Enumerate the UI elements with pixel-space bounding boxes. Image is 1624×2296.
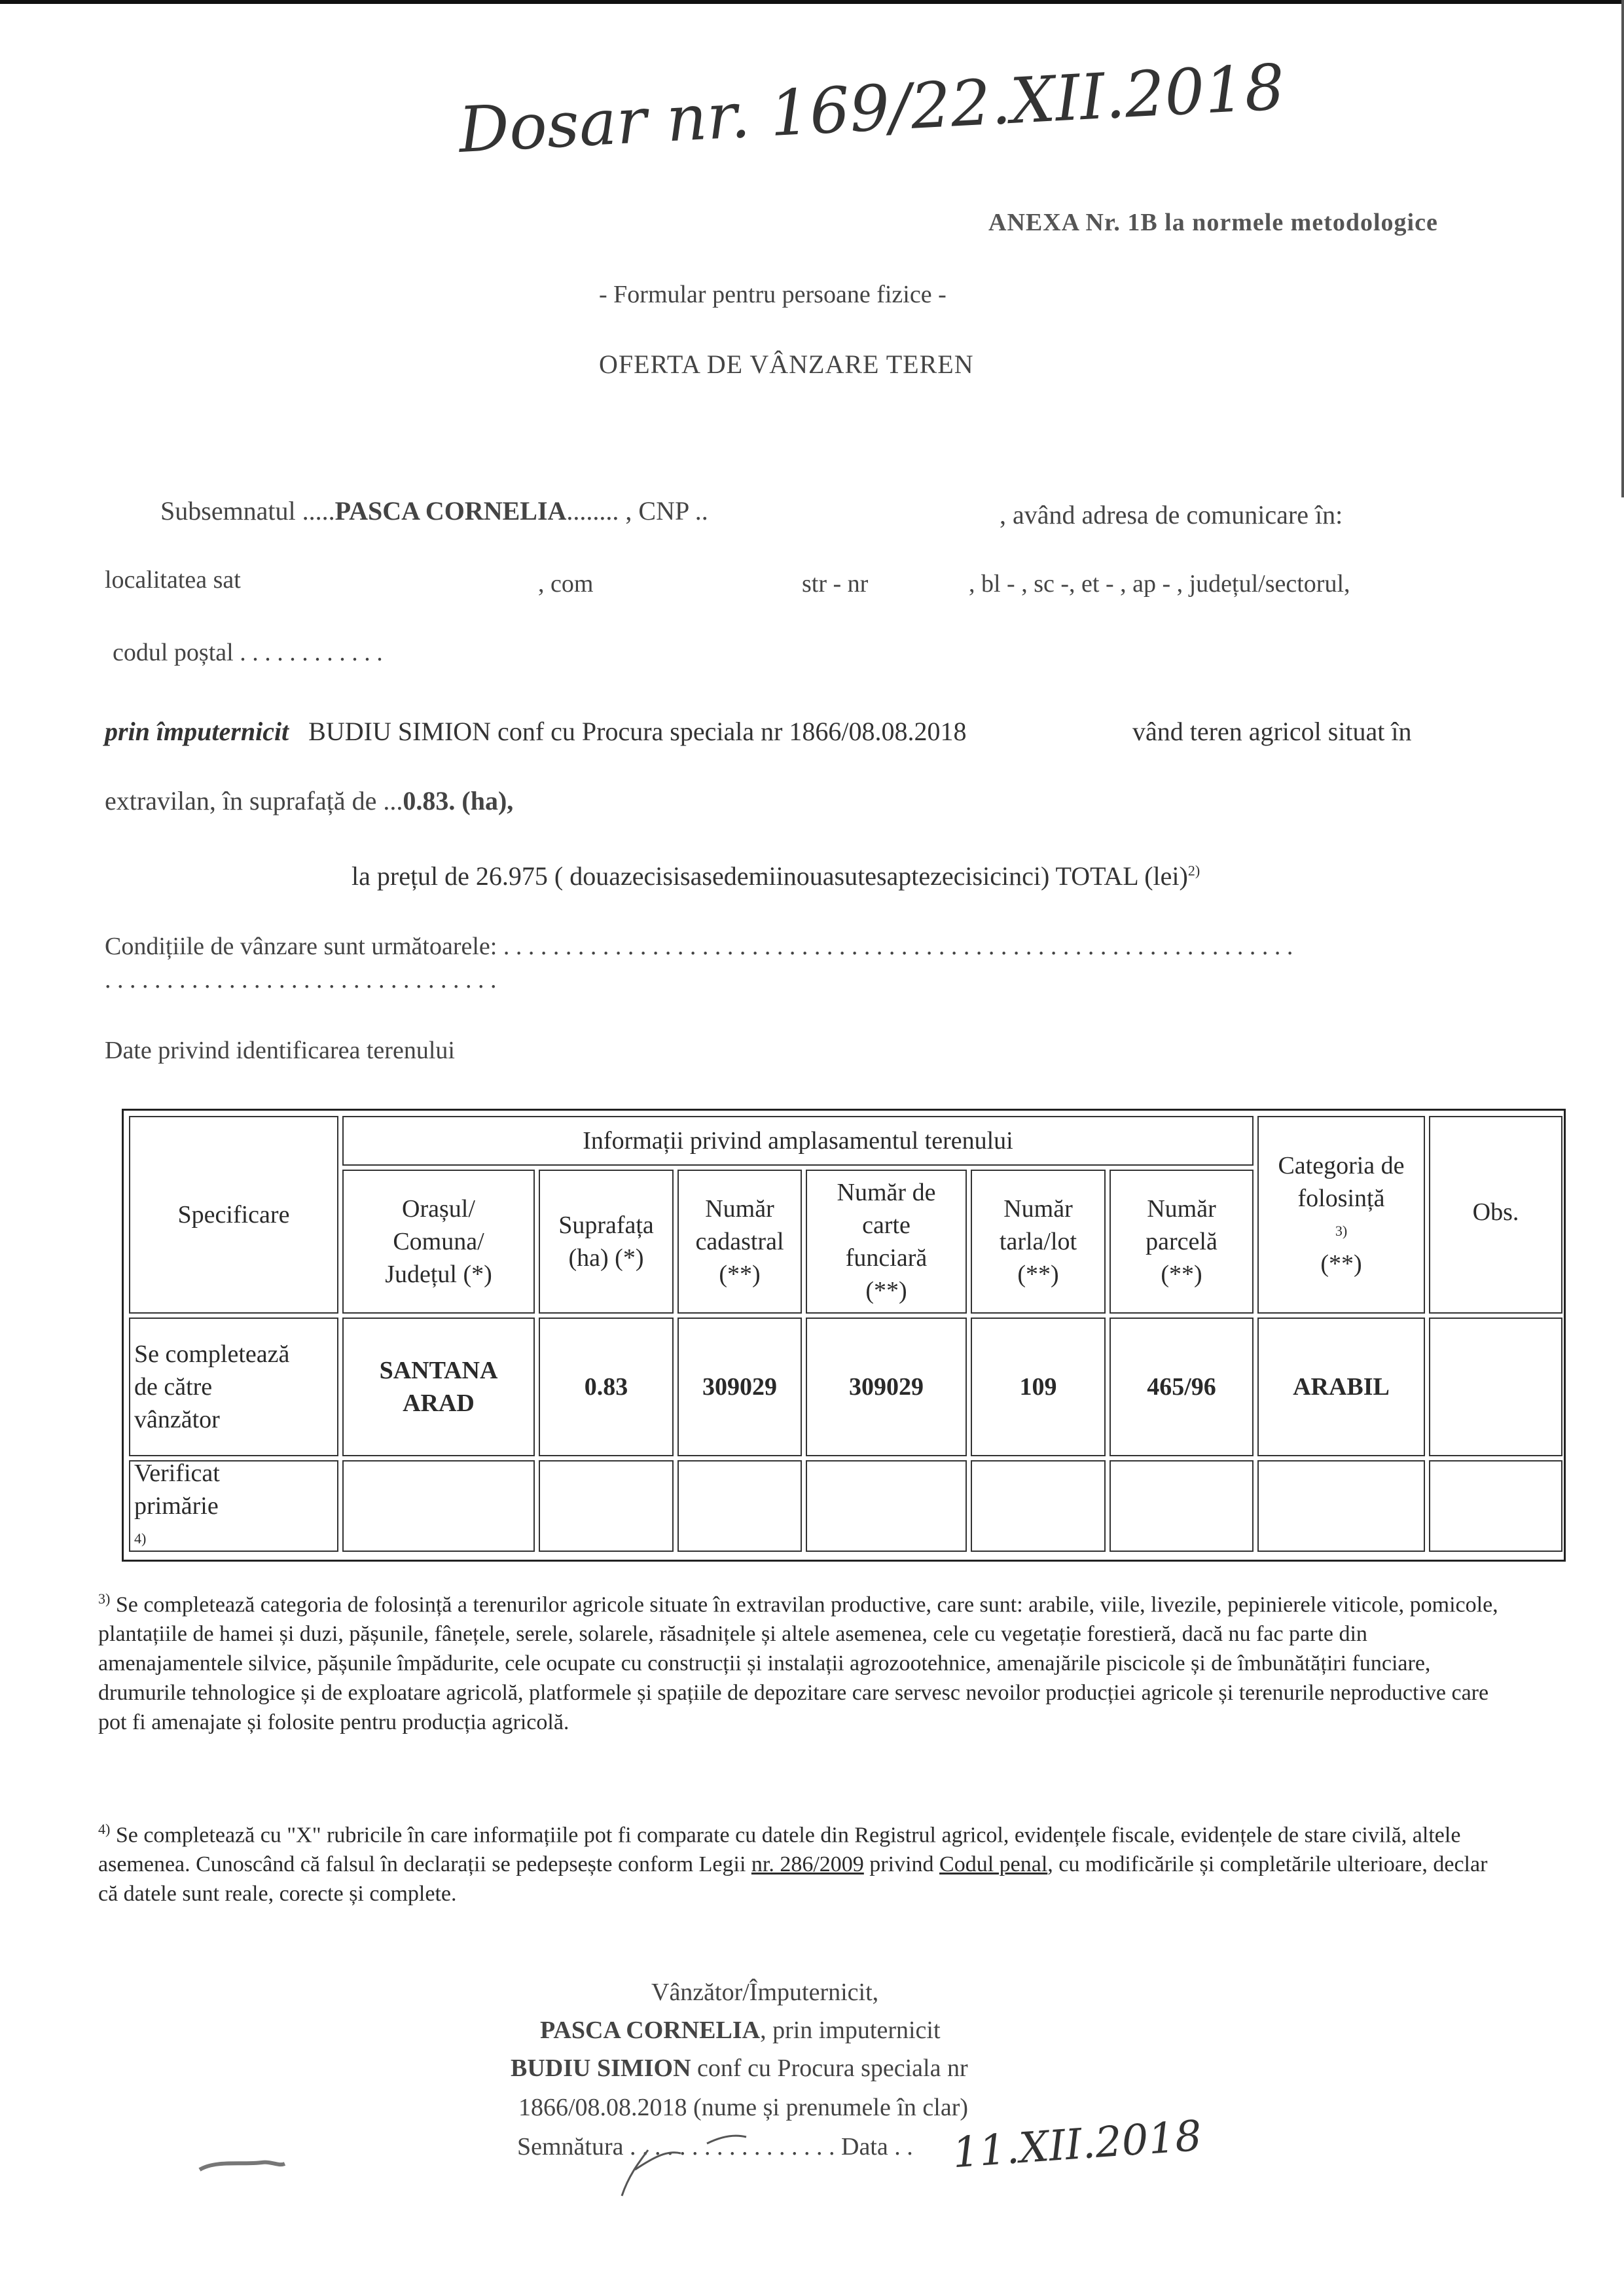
proxy-text: BUDIU SIMION conf cu Procura speciala nr 1866/08.08.2018 [308, 717, 967, 746]
postal-code-label: codul poștal . . . . . . . . . . . . [113, 639, 383, 666]
header-specificare: Specificare [129, 1116, 338, 1314]
row2-label: Verificat primărie 4) [129, 1460, 338, 1552]
handwritten-date: 11.XII.2018 [950, 2111, 1204, 2178]
annex-title: ANEXA Nr. 1B la normele metodologice [988, 209, 1438, 236]
header-location-group: Informații privind amplasamentul terenului [342, 1116, 1254, 1166]
handwritten-signature [609, 2124, 805, 2209]
land-table [122, 1109, 1566, 1562]
row1-tarla: 109 [971, 1318, 1106, 1456]
row1-categoria: ARABIL [1257, 1318, 1425, 1456]
footnote-4: $^{4)}$ Se completează cu "X" rubricile în care informațiile pot fi comparate cu datele din Registrul agricol, evidențele fiscale, evidențele de stare civilă, altele asemenea. Cunoscând că falsul în declarații se pedepsește conform Legii nr. 286/2009 privind Codul penal, cu modificările și completările ulterioare, declar că datele sunt reale, corecte și complete. [98, 1821, 1488, 1907]
para-subsemnatul-line [160, 495, 708, 526]
seller-name: PASCA CORNELIA [334, 496, 567, 526]
row1-label: Se completează de către vânzător [129, 1318, 338, 1456]
right-edge-line [1621, 0, 1624, 497]
cnp-label: ........ , CNP .. [566, 496, 708, 526]
header-carte-funciara: Număr de carte funciară (**) [806, 1170, 967, 1314]
header-categoria: Categoria de folosință 3) (**) [1257, 1116, 1425, 1314]
header-suprafata: Suprafața (ha) (*) [539, 1170, 674, 1314]
street-label: str - nr [802, 570, 869, 598]
header-parcela: Număr parcelă (**) [1110, 1170, 1254, 1314]
top-edge-line [0, 0, 1624, 4]
row2-categoria [1257, 1460, 1425, 1552]
row1-carte-funciara: 309029 [806, 1318, 967, 1456]
header-oras: Orașul/ Comuna/ Județul (*) [342, 1170, 535, 1314]
signature-name2-line: BUDIU SIMION conf cu Procura speciala nr [511, 2054, 968, 2082]
signature-role: Vânzător/Împuternicit, [651, 1979, 879, 2006]
signature-date-line: Semnătura . . . . . . . . . . . . . . . . . Data . . [517, 2133, 913, 2161]
row2-cadastral [677, 1460, 802, 1552]
row1-cadastral: 309029 [677, 1318, 802, 1456]
row2-oras [342, 1460, 535, 1552]
building-label: , bl - , sc -, et - , ap - , județul/sectorul, [969, 570, 1350, 598]
form-title: OFERTA DE VÂNZARE TEREN [599, 350, 974, 379]
header-obs: Obs. [1429, 1116, 1562, 1314]
row2-obs [1429, 1460, 1562, 1552]
header-cadastral: Număr cadastral (**) [677, 1170, 802, 1314]
address-intro: , având adresa de comunicare în: [1000, 500, 1343, 529]
row1-oras: SANTANA ARAD [342, 1318, 535, 1456]
row1-obs [1429, 1318, 1562, 1456]
row2-parcela [1110, 1460, 1254, 1552]
price-line: la prețul de 26.975 ( douazecisisasedemiinouasutesaptezecisicinci) TOTAL (lei)$^{2)}$ [352, 861, 1200, 891]
subsemnatul-label: Subsemnatul ..... [160, 496, 335, 526]
form-type: - Formular pentru persoane fizice - [599, 281, 947, 308]
proxy-line [105, 716, 967, 747]
signature-name1-line: PASCA CORNELIA, prin imputernicit [540, 2017, 941, 2044]
price-text: la prețul de 26.975 ( douazecisisasedemiinouasutesaptezecisicinci) TOTAL (lei) [352, 861, 1188, 891]
conditions-dots: . . . . . . . . . . . . . . . . . . . . . . . . . . . . . . . . [105, 966, 497, 994]
proxy-label: prin împuternicit [105, 717, 289, 746]
row2-suprafata [539, 1460, 674, 1552]
conditions-label: Condițiile de vânzare sunt următoarele: . . . . . . . . . . . . . . . . . . . . . . . . . . . . . . . . . . . . . . . . . . . . . . . . . . . . . . . . . . . . . . . . [105, 933, 1293, 960]
identification-label: Date privind identificarea terenului [105, 1037, 455, 1064]
land-situated-label: vând teren agricol situat în [1132, 717, 1412, 746]
row2-carte-funciara [806, 1460, 967, 1552]
localitatea-label: localitatea sat [105, 566, 241, 594]
surface-value: 0.83. (ha), [403, 786, 514, 816]
handwritten-file-number: Dosar nr. 169/22.XII.2018 [456, 50, 1287, 167]
row2-tarla [971, 1460, 1106, 1552]
surface-label: extravilan, în suprafață de ... [105, 786, 403, 816]
row1-parcela: 465/96 [1110, 1318, 1254, 1456]
header-tarla: Număr tarla/lot (**) [971, 1170, 1106, 1314]
row1-suprafata: 0.83 [539, 1318, 674, 1456]
surface-line [105, 785, 513, 816]
footnote-3: $^{3)}$ Se completează categoria de folosință a terenurilor agricole situate în extravilan productive, care sunt: arabile, viile, livezile, pepinierele viticole, pomicole, plantațiile de hamei și duzi, pășunile, fânețele, serele, solarele, răsadnițele și altele asemenea, cele cu vegetație forestieră, dacă nu fac parte din amenajamentele silvice, pășunile împădurite, cele ocupate cu construcții și instalații agrozootehnice, amenajările piscicole și de îmbunătățiri funciare, drumurile tehnologice și de exploatare agricolă, platformele și spațiile de depozitare care servesc nevoilor producției agricole și terenurile neproductive care pot fi amenajate și folosite pentru producția agricolă. [98, 1590, 1498, 1735]
commune-label: , com [538, 570, 594, 598]
signature-procura-line: 1866/08.08.2018 (nume și prenumele în clar) [518, 2094, 969, 2121]
stamp-smudge [196, 2153, 288, 2179]
